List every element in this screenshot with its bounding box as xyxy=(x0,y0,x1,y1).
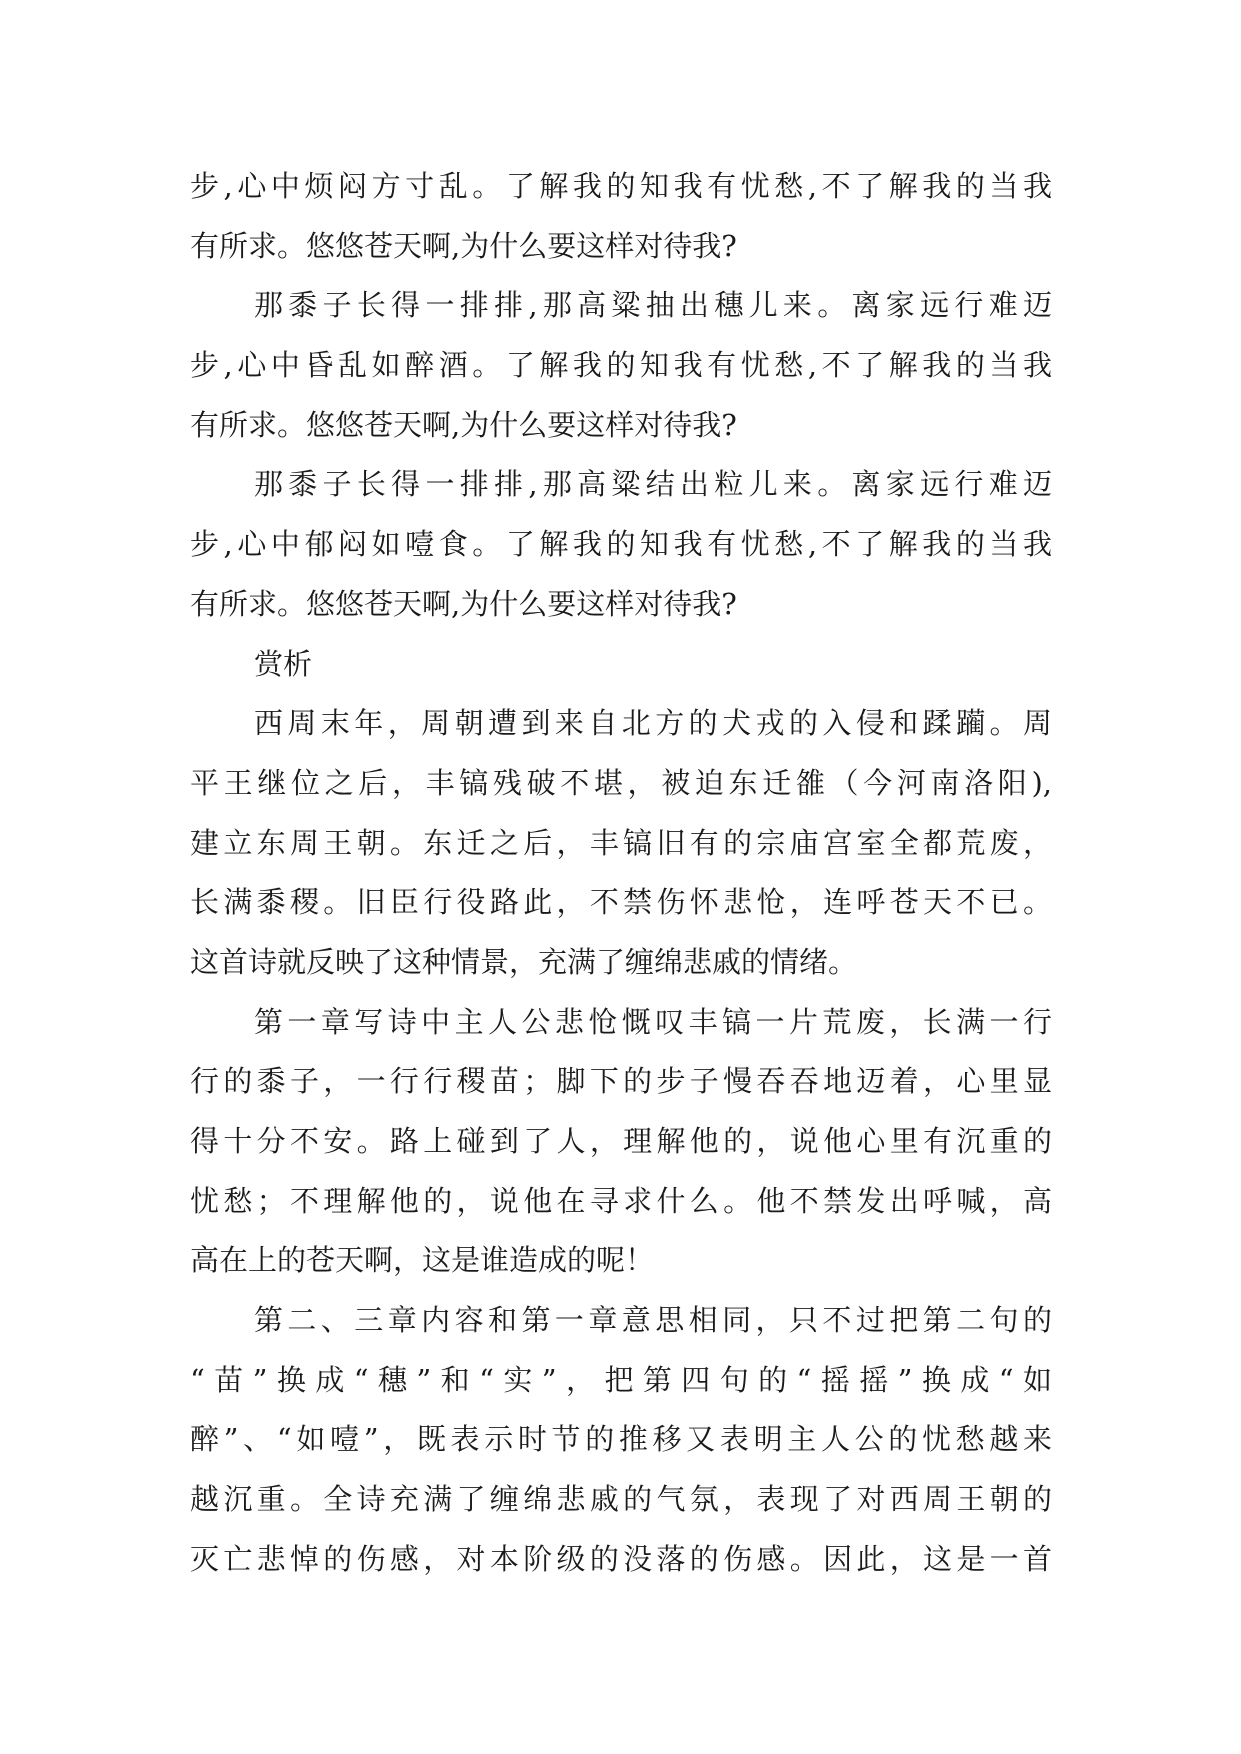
text-line: 越沉重。全诗充满了缠绵悲戚的气氛，表现了对西周王朝的 xyxy=(190,1482,1052,1517)
text-line: 步,心中郁闷如噎食。了解我的知我有忧愁,不了解我的当我 xyxy=(190,527,1052,562)
text-line: “苗”换成“穗”和“实”，把第四句的“摇摇”换成“如 xyxy=(190,1362,1052,1397)
text-line: 那黍子长得一排排,那高粱抽出穗儿来。离家远行难迈 xyxy=(254,288,1052,323)
text-line: 行的黍子，一行行稷苗；脚下的步子慢吞吞地迈着，心里显 xyxy=(190,1064,1052,1099)
text-line: 那黍子长得一排排,那高粱结出粒儿来。离家远行难迈 xyxy=(254,467,1052,502)
text-line: 这首诗就反映了这种情景，充满了缠绵悲戚的情绪。 xyxy=(190,944,858,979)
text-line: 步,心中昏乱如醉酒。了解我的知我有忧愁,不了解我的当我 xyxy=(190,348,1052,383)
text-line: 醉”、“如噎”，既表示时节的推移又表明主人公的忧愁越来 xyxy=(190,1422,1052,1457)
text-line: 忧愁；不理解他的，说他在寻求什么。他不禁发出呼喊，高 xyxy=(190,1183,1052,1218)
text-line: 有所求。悠悠苍天啊,为什么要这样对待我? xyxy=(190,586,737,621)
text-line: 第一章写诗中主人公悲怆慨叹丰镐一片荒废，长满一行 xyxy=(254,1004,1052,1039)
text-line: 得十分不安。路上碰到了人，理解他的，说他心里有沉重的 xyxy=(190,1124,1052,1158)
document-body xyxy=(190,157,1052,1590)
text-line: 建立东周王朝。东迁之后，丰镐旧有的宗庙宫室全都荒废， xyxy=(190,825,1052,860)
text-line: 有所求。悠悠苍天啊,为什么要这样对待我? xyxy=(190,407,737,442)
text-line: 平王继位之后，丰镐残破不堪，被迫东迁雒（今河南洛阳), xyxy=(190,765,1052,800)
text-line: 长满黍稷。旧臣行役路此，不禁伤怀悲怆，连呼苍天不已。 xyxy=(190,885,1052,920)
text-line: 有所求。悠悠苍天啊,为什么要这样对待我? xyxy=(190,228,737,263)
text-line: 灭亡悲悼的伤感，对本阶级的没落的伤感。因此，这是一首 xyxy=(190,1541,1052,1576)
text-line: 西周末年，周朝遭到来自北方的犬戎的入侵和蹂躏。周 xyxy=(254,706,1052,741)
text-line: 步,心中烦闷方寸乱。了解我的知我有忧愁,不了解我的当我 xyxy=(190,169,1052,203)
text-line: 第二、三章内容和第一章意思相同，只不过把第二句的 xyxy=(254,1303,1052,1338)
text-line: 高在上的苍天啊，这是谁造成的呢！ xyxy=(190,1243,655,1278)
text-line: 赏析 xyxy=(254,646,313,681)
